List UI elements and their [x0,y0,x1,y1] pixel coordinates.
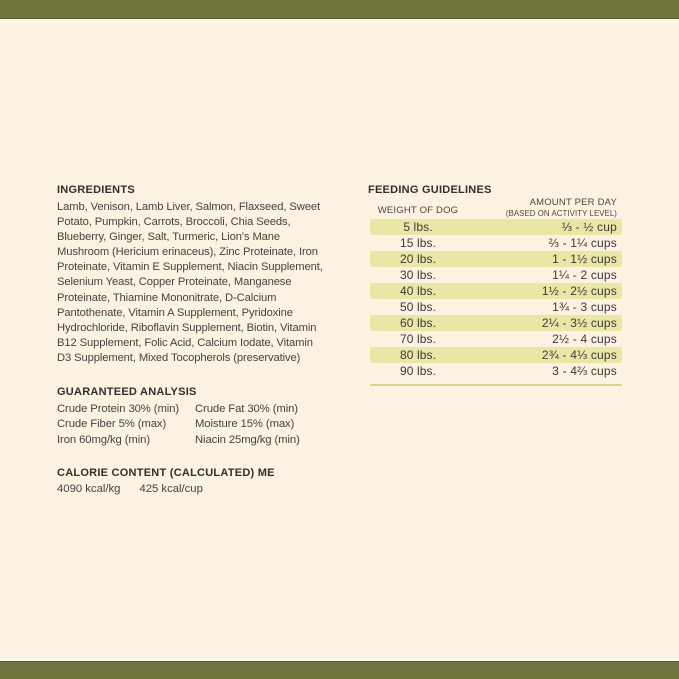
ingredients-line: Proteinate, Vitamin E Supplement, Niacin Supplement, [57,261,323,274]
analysis-row [57,433,323,448]
feeding-row [370,315,622,331]
amount-cell: 1¾ - 3 cups [552,300,617,314]
amount-cell: ⅓ - ½ cup [561,220,617,234]
analysis-left-value: Crude Protein 30% (min) [57,403,180,415]
weight-cell: 70 lbs. [399,332,437,346]
amount-cell: 2¾ - 4⅓ cups [541,348,617,362]
ingredients-line: D3 Supplement, Mixed Tocopherols (preservative) [57,351,301,364]
feeding-table-header [370,196,622,219]
weight-cell: 90 lbs. [399,364,437,378]
top-border-bar [0,0,679,19]
ingredients-text [57,200,327,366]
weight-cell: 50 lbs. [399,300,437,314]
feeding-row [370,251,622,267]
kcal-per-kg-value: 4090 kcal/kg [57,483,121,495]
amount-cell: 2¼ - 3½ cups [541,316,617,330]
analysis-left-value: Crude Fiber 5% (max) [57,418,167,431]
amount-cell: ⅔ - 1¼ cups [548,236,617,250]
weight-cell: 15 lbs. [399,236,437,250]
table-bottom-rule [370,384,622,386]
ingredients-line: Mushroom (Hericium erinaceus), Zinc Proteinate, Iron [57,246,318,259]
analysis-right-value: Crude Fat 30% (min) [195,403,298,415]
amount-per-day-label: AMOUNT PER DAY [529,197,617,208]
weight-cell: 5 lbs. [403,220,433,234]
ingredients-line: Pantothenate, Vitamin A Supplement, Pyridoxine [57,306,293,319]
amount-cell: 1 - 1½ cups [552,252,617,266]
ingredients-line: Blueberry, Ginger, Salt, Turmeric, Lion's Mane [57,231,281,244]
weight-cell: 60 lbs. [399,316,437,330]
feeding-guidelines-heading: FEEDING GUIDELINES [368,184,492,196]
feeding-table [370,219,622,379]
ingredients-line: Lamb, Venison, Lamb Liver, Salmon, Flaxseed, Sweet [57,201,321,213]
weight-cell: 80 lbs. [399,348,437,362]
top-light-strip [0,19,679,23]
ingredients-line: Hydrochloride, Riboflavin Supplement, Biotin, Vitamin [57,321,317,334]
kcal-per-cup-value: 425 kcal/cup [139,483,203,495]
weight-of-dog-header: WEIGHT OF DOG [377,205,459,216]
amount-cell: 1¼ - 2 cups [552,268,617,282]
weight-cell: 40 lbs. [399,284,437,298]
analysis-row [57,402,323,417]
amount-cell: 1½ - 2½ cups [541,284,617,298]
analysis-right-value: Niacin 25mg/kg (min) [195,433,300,446]
guaranteed-analysis-heading: GUARANTEED ANALYSIS [57,386,197,398]
calorie-content-values [57,483,203,495]
feeding-row [370,331,622,347]
ingredients-line: B12 Supplement, Folic Acid, Calcium Iodate, Vitamin [57,336,313,349]
ingredients-line: Proteinate, Thiamine Mononitrate, D-Calcium [57,291,277,304]
calorie-content-heading: CALORIE CONTENT (CALCULATED) ME [57,467,275,479]
feeding-row [370,219,622,235]
feeding-row [370,363,622,379]
feeding-row [370,299,622,315]
weight-cell: 20 lbs. [399,252,437,266]
analysis-left-value: Iron 60mg/kg (min) [57,433,150,446]
amount-per-day-header [506,197,617,218]
ingredients-heading: INGREDIENTS [57,184,135,196]
ingredients-line: Potato, Pumpkin, Carrots, Broccoli, Chia Seeds, [57,216,291,229]
feeding-row [370,267,622,283]
bottom-border-bar [0,661,679,679]
amount-cell: 3 - 4⅔ cups [552,364,617,378]
guaranteed-analysis-table [57,402,323,448]
feeding-row [370,347,622,363]
analysis-row [57,417,323,432]
amount-cell: 2½ - 4 cups [552,332,617,346]
weight-cell: 30 lbs. [399,268,437,282]
analysis-right-value: Moisture 15% (max) [195,418,295,431]
ingredients-line: Selenium Yeast, Copper Proteinate, Manganese [57,276,292,289]
feeding-row [370,235,622,251]
feeding-row [370,283,622,299]
activity-level-subheader: (BASED ON ACTIVITY LEVEL) [505,209,617,218]
